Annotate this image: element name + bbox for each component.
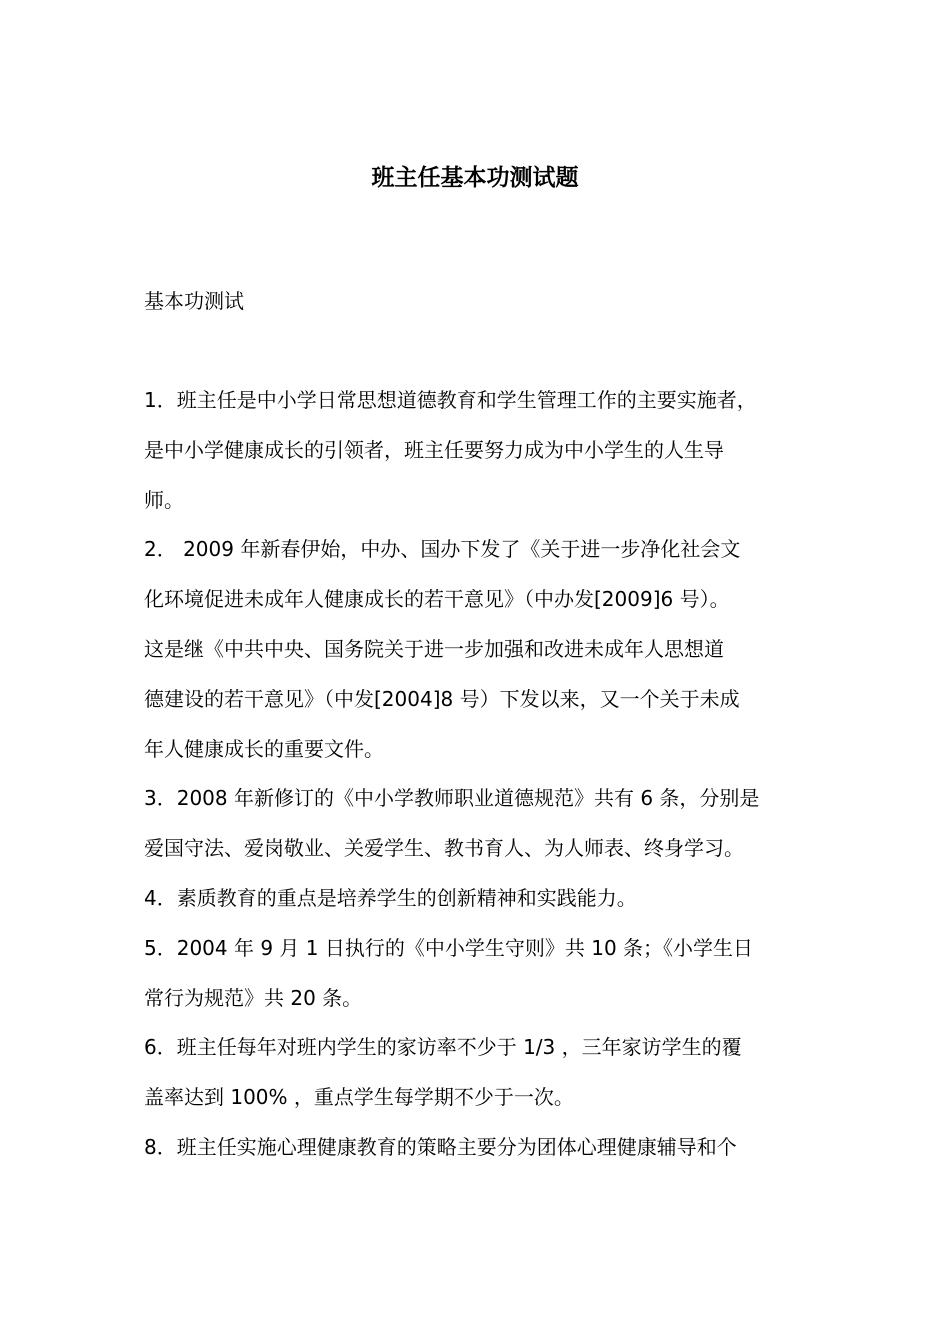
text-line: 化环境促进未成年人健康成长的若干意见》（中办发[2009]6 号）。 [144, 587, 730, 612]
text-line: 年人健康成长的重要文件。 [144, 736, 384, 761]
text-line: 这是继《中共中央、国务院关于进一步加强和改进未成年人思想道 [144, 636, 724, 661]
text-line: 1．班主任是中小学日常思想道德教育和学生管理工作的主要实施者， [144, 388, 757, 412]
text-line: 盖率达到 100% ，重点学生每学期不少于一次。 [144, 1085, 574, 1110]
text-line: 是中小学健康成长的引领者，班主任要努力成为中小学生的人生导 [144, 437, 724, 462]
text-line: 3．2008 年新修订的《中小学教师职业道德规范》共有 6 条，分别是 [144, 786, 760, 811]
text-line: 4．素质教育的重点是培养学生的创新精神和实践能力。 [144, 885, 637, 910]
section-heading: 基本功测试 [144, 289, 244, 313]
text-line: 师。 [144, 487, 184, 512]
text-line: 爱国守法、爱岗敬业、关爱学生、教书育人、为人师表、终身学习。 [144, 836, 744, 861]
text-line: 6．班主任每年对班内学生的家访率不少于 1/3 ，三年家访学生的覆 [144, 1035, 742, 1060]
document-title: 班主任基本功测试题 [371, 165, 579, 191]
text-line: 常行为规范》共 20 条。 [144, 985, 363, 1010]
text-line: 2． 2009 年新春伊始，中办、国办下发了《关于进一步净化社会文 [144, 537, 741, 562]
document-body [144, 380, 814, 1177]
text-line: 5．2004 年 9 月 1 日执行的《中小学生守则》共 10 条；《小学生日 [144, 935, 754, 960]
text-line: 德建设的若干意见》（中发[2004]8 号）下发以来，又一个关于未成 [144, 686, 740, 711]
text-line: 8．班主任实施心理健康教育的策略主要分为团体心理健康辅导和个 [144, 1134, 737, 1159]
